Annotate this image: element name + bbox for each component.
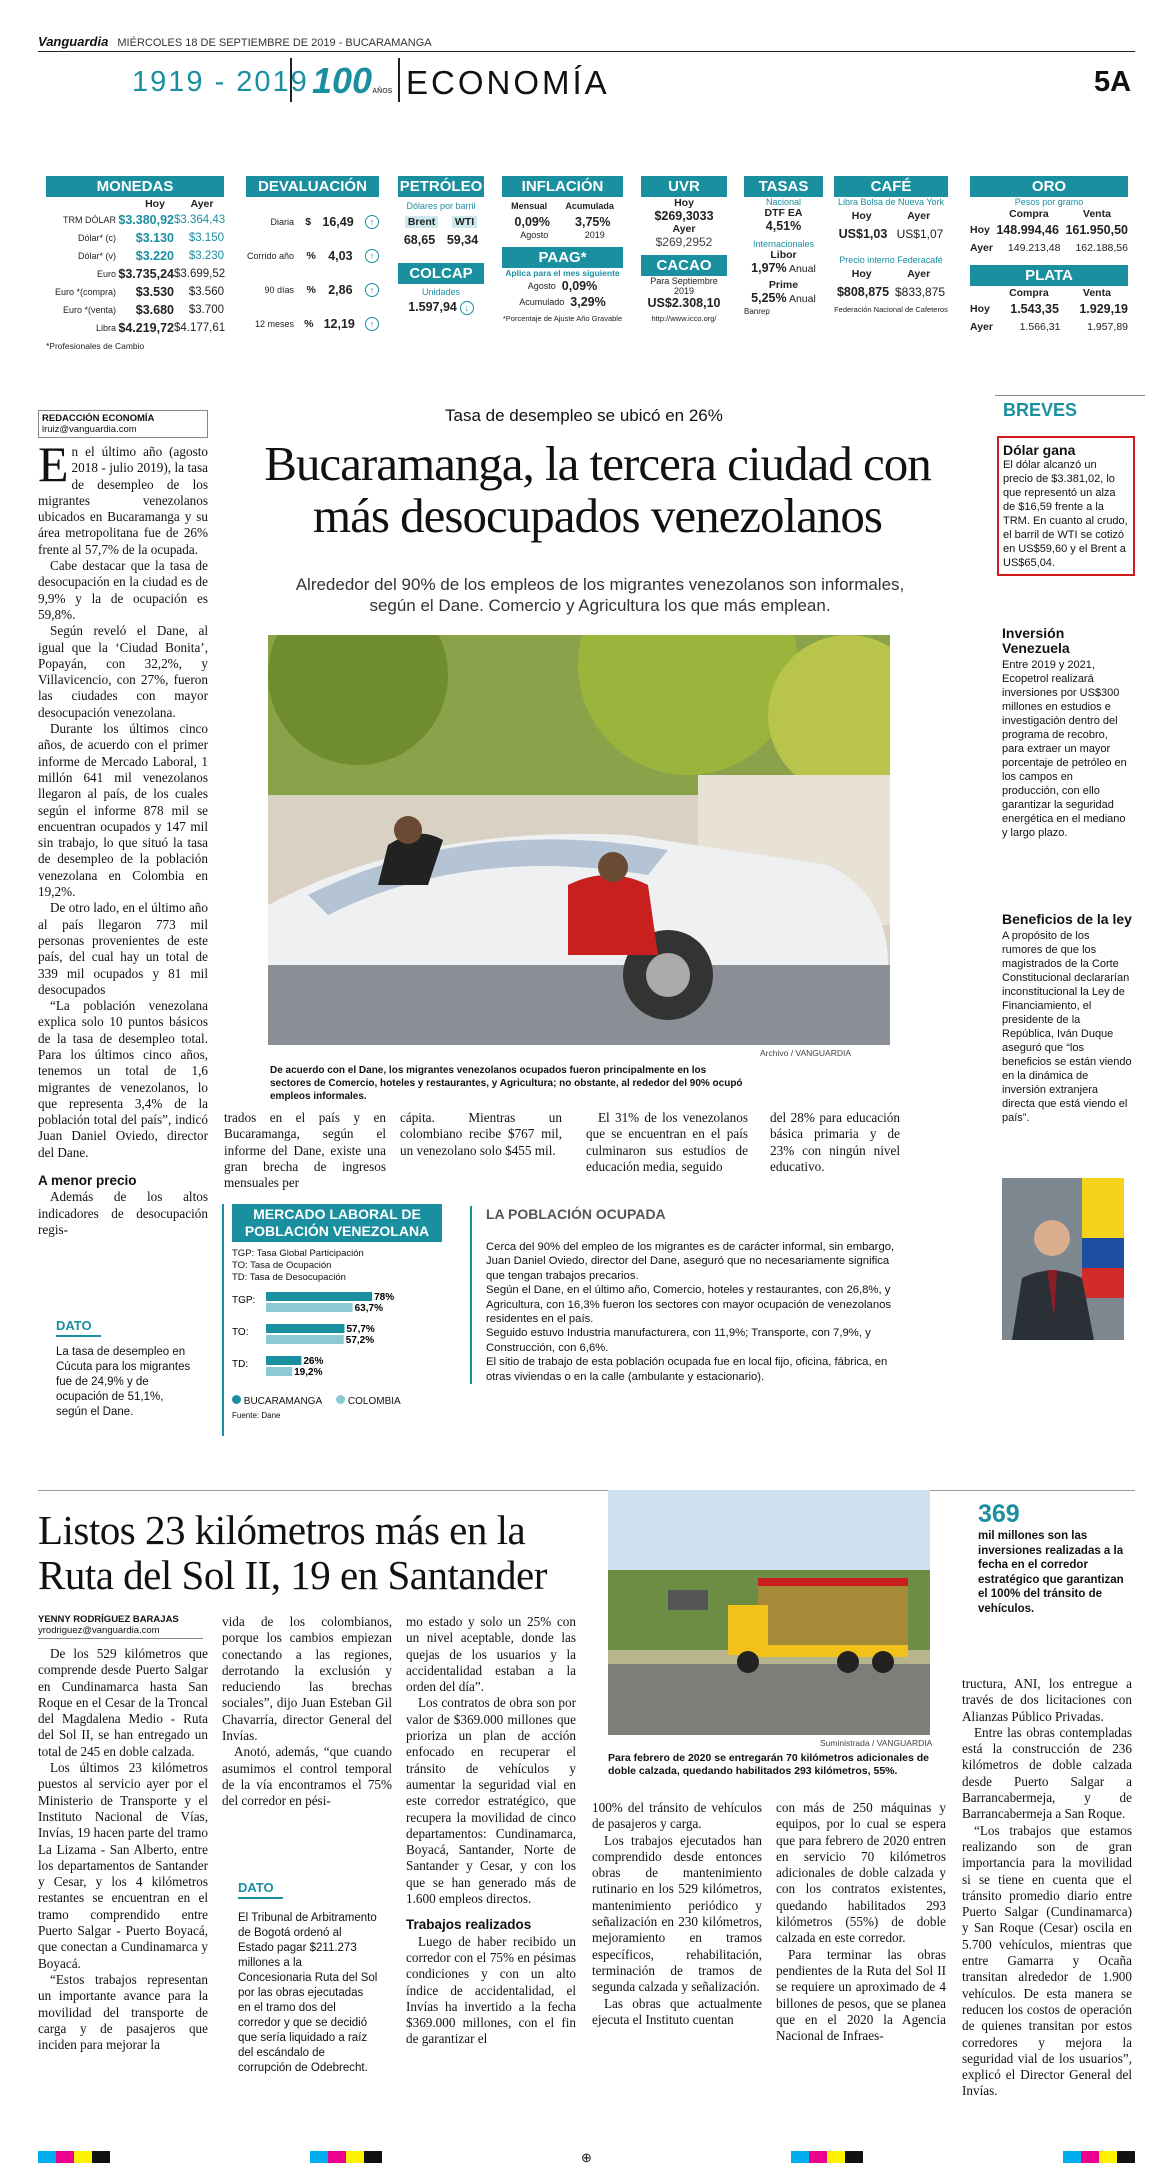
oro-hoy-venta: 161.950,50	[1065, 223, 1128, 237]
breves-title: BREVES	[1003, 400, 1078, 420]
cacao-sub: Para Septiembre 2019	[650, 276, 718, 296]
dev-value: 4,03	[328, 249, 353, 263]
color-swatches	[1063, 2150, 1135, 2168]
moneda-ayer: $3.150	[188, 232, 224, 244]
para: Las obras que actualmente ejecuta el Instituto cuentan	[592, 1995, 762, 2027]
brent-label: Brent	[405, 216, 438, 228]
photo-duque	[1002, 1178, 1124, 1340]
bar-value-label: 63,7%	[354, 1303, 383, 1314]
moneda-hoy: $3.220	[135, 249, 174, 263]
devaluacion-box	[246, 176, 379, 341]
chart-title: MERCADO LABORAL DE POBLACIÓN VENEZOLANA	[232, 1204, 442, 1242]
cafe-note: Federación Nacional de Cafeteros	[834, 305, 948, 314]
moneda-label: Euro	[96, 269, 116, 279]
moneda-label: Dólar* (v)	[77, 251, 116, 261]
moneda-hoy: $3.130	[135, 231, 174, 245]
para: Los trabajos ejecutados han comprendido desde entonces obras de mantenimiento rutinario en los 529 kilómetros, mantenimiento periódico y señalización en 230 kilómetros, mejoramiento en tramos específicos, rehabilitación, terminación de tramos de segunda calzada y señalización.	[592, 1832, 762, 1995]
photo-illustration	[1002, 1178, 1124, 1340]
uvr-title: UVR	[641, 176, 727, 197]
para: Entre las obras contempladas está la construcción de 236 kilómetros de doble calzada desde Puerto Salgar a Barrancabermeja, y de Barrancabermeja a San Roque.	[962, 1724, 1132, 1822]
oro-ayer-label: Ayer	[970, 242, 993, 254]
devaluacion-row	[246, 239, 379, 273]
arrow-up-icon: ↑	[365, 215, 379, 229]
devaluacion-title: DEVALUACIÓN	[246, 176, 379, 197]
oro-venta-label: Venta	[1082, 208, 1111, 220]
arrow-up-icon: ↑	[365, 283, 379, 297]
legend-label: COLOMBIA	[347, 1396, 401, 1407]
dev-unit: %	[306, 284, 316, 296]
moneda-hoy: $3.680	[135, 303, 174, 317]
dev-label: 12 meses	[254, 319, 294, 329]
logo-sub: AÑOS	[372, 88, 393, 95]
moneda-ayer: $3.364,43	[174, 214, 226, 226]
dateline: MIÉRCOLES 18 DE SEPTIEMBRE DE 2019 - BUCARAMANGA	[117, 37, 432, 49]
bar-colombia	[266, 1303, 353, 1312]
note-tgp: TGP: Tasa Global Participación	[232, 1248, 364, 1259]
para: trados en el país y en Bucaramanga, según el informe del Dane, existe una gran brecha de ingresos mensuales per	[224, 1110, 386, 1191]
chart-box	[222, 1204, 442, 1436]
para: mo estado y solo un 25% con un nivel aceptable, donde las quejas de los usuarios y la accidentalidad estaban a la orden del día”.	[406, 1614, 576, 1695]
article2-col5	[776, 1800, 946, 2044]
para: 100% del tránsito de vehículos de pasajeros y carga.	[592, 1800, 762, 1832]
para: Además de los altos indicadores de desocupación regis-	[38, 1189, 208, 1237]
article2-col1	[38, 1646, 208, 2053]
bar-colombia	[266, 1335, 344, 1344]
article2-col4	[592, 1800, 762, 2028]
legend-label: BUCARAMANGA	[243, 1396, 323, 1407]
byline: YENNY RODRÍGUEZ BARAJAS	[38, 1614, 179, 1625]
breve-title: Beneficios de la ley	[1002, 911, 1132, 927]
libor-label: Libor	[770, 249, 797, 261]
wti-label: WTI	[452, 216, 477, 228]
para: De los 529 kilómetros que comprende desde Puerto Salgar en Cundinamarca hasta San Roque en el Cesar de la Troncal del Magdalena Medio - Ruta del Sol II, se han entregado un total de 245 en doble calzada.	[38, 1646, 208, 1759]
moneda-label: Libra	[95, 323, 116, 333]
monedas-rows	[46, 211, 224, 337]
photo-illustration	[268, 635, 890, 1045]
oro-hoy-compra: 148.994,46	[996, 223, 1059, 237]
dato2-text: El Tribunal de Arbitramento de Bogotá ordenó al Estado pagar $211.273 millones a la Concesionaria Ruta del Sol por las obras ejecutadas en el tramo dos del corredor y que se decidió que sería liquidado a raíz del escándalo de corrupción de Odebrecht.	[238, 1912, 378, 2074]
para: El 31% de los venezolanos que se encuentran en el país culminaron sus estudios de educación media, seguido	[586, 1110, 748, 1174]
cafe-interno-ayer: $833,875	[894, 285, 946, 299]
para: Cabe destacar que la tasa de desocupación en la ciudad es de 9,9% y la de ocupación es 59,8%.	[38, 558, 208, 622]
article1-col4	[586, 1110, 748, 1175]
dev-value: 2,86	[328, 283, 353, 297]
dev-label: Diaria	[270, 217, 294, 227]
bar-value-label: 19,2%	[294, 1367, 323, 1378]
breve-beneficios	[1002, 912, 1132, 1125]
byline: REDACCIÓN ECONOMÍA	[42, 413, 155, 424]
para: El sitio de trabajo de esta población ocupada fue en local fijo, oficina, fábrica, en otras viviendas o en la calle (ambulante y estacionario).	[486, 1356, 888, 1383]
monedas-row	[46, 211, 224, 229]
bar-value-label: 78%	[374, 1292, 395, 1303]
cafe-hoy-label: Hoy	[851, 268, 872, 280]
para: n el último año (agosto 2018 - julio 2019), la tasa de desempleo de los migrantes venezolanos ubicados en Bucaramanga y su área metropolitana fue de 26% frente al 57,7% de la ocupada.	[38, 444, 208, 557]
paag-sub: Aplica para el mes siguiente	[505, 268, 620, 278]
subhead: Trabajos realizados	[406, 1917, 532, 1933]
paag-title: PAAG*	[502, 247, 623, 268]
photo-truck	[608, 1490, 930, 1735]
bar-bucaramanga	[266, 1292, 372, 1301]
chart-legend-notes	[232, 1248, 442, 1284]
photo-caption: De acuerdo con el Dane, los migrantes venezolanos ocupados fueron principalmente en los sectores de Comercio, hoteles y restaurantes, y Agricultura; no obstante, al rededor del 90% ocupó empleos informales.	[270, 1065, 743, 1102]
stat-box	[978, 1500, 1128, 1616]
plata-compra-label: Compra	[1009, 287, 1049, 299]
uvr-hoy: $269,3033	[654, 209, 714, 223]
byline-email: lruiz@vanguardia.com	[42, 424, 137, 435]
monedas-title: MONEDAS	[46, 176, 224, 197]
byline2-box	[38, 1614, 203, 1639]
col-ayer: Ayer	[190, 198, 214, 210]
breve-dolar	[997, 436, 1135, 576]
para: cápita. Mientras un colombiano recibe $767 mil, un venezolano solo $455 mil.	[400, 1110, 562, 1158]
dato1-title: DATO	[56, 1318, 101, 1337]
bar-value-label: 57,7%	[346, 1324, 375, 1335]
bar-bucaramanga	[266, 1356, 301, 1365]
mes-label: Agosto	[520, 230, 549, 240]
breve-text: A propósito de los rumores de que los magistrados de la Corte Constitucional declararían inconstitucional la Ley de Financiamiento, el presidente de la República, Iván Duque aseguró que “los beneficios se están viendo en la dinámica de inversión extranjera directa que está viendo el país”.	[1002, 930, 1132, 1124]
article2-col6	[962, 1676, 1132, 2100]
dev-label: Corrido año	[246, 251, 294, 261]
dev-label: 90 días	[264, 285, 294, 295]
headline: Bucaramanga, la tercera ciudad con más desocupados venezolanos	[264, 436, 931, 543]
para: con más de 250 máquinas y equipos, por lo cual se espera que para febrero de 2020 entren en servicio 70 kilómetros adicionales de doble calzada y con los contratos existentes, quedando habilitados 293 kilómetros (55%) de doble calzada en este corredor.	[776, 1800, 946, 1946]
cafe-hoy: US$1,03	[838, 227, 888, 241]
tasas-box	[744, 176, 823, 316]
divider	[398, 58, 400, 102]
moneda-hoy: $3.530	[135, 285, 174, 299]
uvr-ayer-label: Ayer	[672, 223, 696, 235]
chart-source: Fuente: Dane	[232, 1411, 281, 1420]
paag-note: *Porcentaje de Ajuste Año Gravable	[502, 314, 623, 323]
category-label: TGP:	[232, 1295, 256, 1306]
prime-value: 5,25%	[751, 291, 787, 305]
para: Luego de haber recibido un corredor con el 75% en pésimas condiciones y con un alto índice de accidentalidad, el Invías ha invertido a la fecha $369.000 millones, con el fin de garantizar el	[406, 1933, 576, 2047]
note-to: TO: Tasa de Ocupación	[232, 1260, 332, 1271]
dtf-label: DTF EA	[764, 207, 803, 219]
cacao-note: http://www.icco.org/	[651, 314, 717, 323]
col-hoy: Hoy	[145, 198, 165, 210]
prime-label: Prime	[768, 279, 799, 291]
para: Los contratos de obra son por valor de $369.000 millones que prioriza un plan de acción enfocado en recuperar el tránsito de vehículos y aumentar la seguridad vial en este corredor estratégico, que recupera la movilidad de cinco departamentos: Cundinamarca, Boyacá, Santander, Norte de Santander y Cesar, y con los que se han generado más de 1.600 empleos directos.	[406, 1695, 576, 1907]
devaluacion-rows	[246, 205, 379, 341]
dev-value: 16,49	[322, 215, 354, 229]
category-label: TO:	[232, 1327, 249, 1338]
moneda-label: TRM DÓLAR	[62, 215, 116, 225]
poblacion-box	[470, 1206, 910, 1384]
photo-credit: Archivo / VANGUARDIA	[760, 1048, 852, 1058]
dev-value: 12,19	[323, 317, 355, 331]
moneda-label: Euro *(venta)	[62, 305, 116, 315]
bar-value-label: 26%	[303, 1356, 324, 1367]
plata-venta-label: Venta	[1082, 287, 1111, 299]
paag-agosto-label: Agosto	[527, 281, 556, 291]
moneda-hoy: $3.380,92	[118, 213, 174, 227]
dato2-title: DATO	[238, 1880, 283, 1899]
uvr-hoy-label: Hoy	[674, 197, 694, 209]
breve-text: Entre 2019 y 2021, Ecopetrol realizará inversiones por US$300 millones en estudios e investigación dentro del programa de recobro, para extraer un mayor porcentaje de petróleo en los campos en producción, con ello garantizar la seguridad energética en el mediano y largo plazo.	[1002, 659, 1127, 839]
moneda-ayer: $3.230	[188, 250, 224, 262]
bar-colombia	[266, 1367, 292, 1376]
moneda-label: Euro *(compra)	[54, 287, 116, 297]
plata-ayer-venta: 1.957,89	[1087, 321, 1128, 333]
colcap-sub: Unidades	[421, 287, 461, 297]
section-rule	[38, 1490, 1135, 1491]
article2-col2	[222, 1614, 392, 1810]
cafe-sub: Libra Bolsa de Nueva York	[837, 197, 945, 207]
moneda-ayer: $3.560	[188, 286, 224, 298]
logo-number: 100	[312, 60, 373, 101]
mensual-label: Mensual	[511, 201, 548, 211]
prime-unit: Anual	[788, 293, 816, 305]
category-label: TD:	[232, 1359, 249, 1370]
para: Según reveló el Dane, al igual que la ‘Ciudad Bonita’, Popayán, con 32,2%, y Villavicencio, con 27%, fueron las ciudades con mayor desocupación venezolana.	[38, 623, 208, 720]
tasas-nacional: Nacional	[765, 197, 802, 207]
color-swatches	[791, 2150, 863, 2168]
section-title: ECONOMÍA	[406, 64, 610, 101]
plata-hoy-compra: 1.543,35	[1010, 302, 1059, 316]
chart-legend	[232, 1395, 442, 1407]
moneda-ayer: $3.699,52	[174, 268, 226, 280]
colcap-title: COLCAP	[398, 263, 484, 284]
cafe-ayer: US$1,07	[896, 227, 944, 241]
kicker: Tasa de desempleo se ubicó en 26%	[445, 406, 723, 425]
plata-ayer-label: Ayer	[970, 321, 993, 333]
para: “La población venezolana explica solo 10 puntos básicos de la tasa de desempleo total. Para los últimos cinco años, tenemos un total de 1,6 migrantes de venezolanos, lo que representa 3,4% de la población total del país”, indicó Juan Daniel Oviedo, director del Dane.	[38, 998, 208, 1160]
byline-email: yrodriguez@vanguardia.com	[38, 1625, 160, 1636]
moneda-ayer: $3.700	[188, 304, 224, 316]
cafe-title: CAFÉ	[834, 176, 948, 197]
print-color-strip	[38, 2150, 1135, 2168]
dev-unit: %	[304, 318, 314, 330]
arrow-up-icon: ↑	[365, 317, 379, 331]
tasas-title: TASAS	[744, 176, 823, 197]
cafe-ayer-label: Ayer	[907, 268, 931, 280]
article1-col1	[38, 436, 208, 1238]
cacao-title: CACAO	[641, 255, 727, 276]
plata-hoy-label: Hoy	[970, 303, 990, 315]
para: Durante los últimos cinco años, de acuerdo con el primer informe de Mercado Laboral, 1 millón 641 mil venezolanos llegaron al país, de los cuales según el informe 878 mil se encuentran ocupados y 147 mil sin trabajo, lo que situó la tasa de desempleo de la población venezolana en Colombia en 19,2%.	[38, 721, 208, 900]
devaluacion-row	[246, 205, 379, 239]
article1-col5	[770, 1110, 900, 1175]
byline-box	[38, 410, 208, 438]
cafe-sub2: Precio interno Federacafé	[839, 255, 943, 265]
inflacion-acumulada: 3,75%	[575, 215, 611, 229]
centenary-logo	[312, 60, 392, 102]
legend-bucaramanga	[232, 1395, 322, 1407]
cafe-hoy-label: Hoy	[851, 210, 872, 222]
page-number: 5A	[1094, 66, 1132, 98]
dev-unit: %	[306, 250, 316, 262]
breve-title: Dólar gana	[1003, 442, 1076, 458]
cafe-interno-hoy: $808,875	[836, 285, 890, 299]
subhead: A menor precio	[38, 1173, 137, 1189]
poblacion-title: LA POBLACIÓN OCUPADA	[486, 1206, 666, 1222]
plata-ayer-compra: 1.566,31	[1019, 321, 1061, 333]
para: vida de los colombianos, porque los cambios empiezan conectando a las regiones, derrotando la exclusión y reduciendo las brechas sociales”, dijo Juan Esteban Gil Chavarría, director General del Invías.	[222, 1614, 392, 1744]
para: “Estos trabajos representan un importante avance para la movilidad del transporte de carga y de pasajeros que inciden para mejorar la	[38, 1971, 208, 2053]
uvr-ayer: $269,2952	[655, 235, 713, 249]
headline-2: Listos 23 kilómetros más en la Ruta del Sol II, 19 en Santander	[38, 1507, 547, 1598]
devaluacion-row	[246, 307, 379, 341]
colcap-value: 1.597,94	[408, 300, 457, 314]
monedas-note: *Profesionales de Cambio	[46, 341, 145, 351]
photo-caption: Para febrero de 2020 se entregarán 70 kilómetros adicionales de doble calzada, quedando habilitados 293 kilómetros, 55%.	[608, 1752, 929, 1777]
breve-inversion	[1002, 626, 1132, 840]
libor-value: 1,97%	[751, 261, 787, 275]
legend-colombia	[336, 1395, 401, 1407]
article2-col3	[406, 1614, 576, 2048]
tasas-note: Banrep	[744, 307, 770, 316]
monedas-row	[46, 301, 224, 319]
monedas-row	[46, 265, 224, 283]
oro-title: ORO	[970, 176, 1128, 197]
dropcap: E	[38, 436, 69, 492]
oro-box	[970, 176, 1128, 336]
petroleo-box	[398, 176, 484, 315]
cafe-ayer-label: Ayer	[907, 210, 931, 222]
breve-text: El dólar alcanzó un precio de $3.381,02, lo que representó un alza de $16,59 frente a la TRM. En cuanto al crudo, el barril de WTI se cotizó en US$59,60 y el Brent a US$65,04.	[1003, 459, 1128, 569]
arrow-down-icon: ↓	[460, 301, 474, 315]
inflacion-mensual: 0,09%	[514, 215, 550, 229]
crosshair-icon: ⊕	[581, 2150, 592, 2165]
bar-bucaramanga	[266, 1324, 344, 1333]
dato2-box	[238, 1880, 378, 2076]
centenary-years: 1919 - 2019	[132, 66, 309, 98]
inflacion-title: INFLACIÓN	[502, 176, 623, 197]
monedas-row	[46, 229, 224, 247]
anio-label: 2019	[584, 230, 605, 240]
petroleo-sub: Dólares por barril	[406, 201, 476, 211]
stat-text: mil millones son las inversiones realizadas a la fecha en el corredor estratégico que garantizan el 100% del tránsito de vehículos.	[978, 1530, 1124, 1615]
arrow-up-icon: ↑	[365, 249, 379, 263]
article1-col3	[400, 1110, 562, 1159]
para: De otro lado, en el último año al país llegaron 773 mil personas provenientes de este país, del cual hay un total de 339 mil ocupados y 81 mil desocupados	[38, 900, 208, 997]
header-rule	[38, 51, 1135, 52]
breves-rule	[995, 395, 1145, 396]
inflacion-box	[502, 176, 623, 323]
bar-chart	[232, 1288, 442, 1388]
dato1-box	[56, 1318, 196, 1420]
wti-value: 59,34	[446, 233, 479, 247]
monedas-row	[46, 247, 224, 265]
moneda-label: Dólar* (c)	[77, 233, 116, 243]
divider	[290, 58, 292, 102]
oro-ayer-venta: 162.188,56	[1075, 242, 1128, 254]
paag-acum-label: Acumulado	[519, 297, 565, 307]
deck: Alrededor del 90% de los empleos de los migrantes venezolanos son informales, según el Dane. Comercio y Agricultura los que más emplean.	[295, 575, 905, 615]
monedas-row	[46, 319, 224, 337]
cacao-value: US$2.308,10	[647, 296, 721, 310]
oro-compra-label: Compra	[1009, 208, 1049, 220]
oro-ayer-compra: 149.213,48	[1007, 242, 1061, 254]
acumulada-label: Acumulada	[565, 201, 614, 211]
monedas-box	[46, 176, 224, 351]
masthead-line	[38, 34, 432, 49]
petroleo-title: PETRÓLEO	[399, 178, 483, 195]
cafe-box	[834, 176, 948, 314]
brent-value: 68,65	[403, 233, 436, 247]
bar-value-label: 57,2%	[345, 1335, 375, 1346]
para: Los últimos 23 kilómetros puestos al servicio ayer por el Ministerio de Transporte y el Instituto Nacional de Vías, Invías, 19 hacen parte del tramo La Lizama - San Alberto, entre los departamentos de Santander y Cesar, y los 4 kilómetros restantes se encuentran en el tramo comprendido entre Puerto Salgar - Puerto Boyacá, que conectan a Cundinamarca y Boyacá.	[38, 1760, 208, 1971]
para: tructura, ANI, los entregue a través de dos licitaciones con Alianzas Público Privadas.	[962, 1676, 1132, 1724]
photo-credit: Suministrada / VANGUARDIA	[820, 1738, 933, 1748]
moneda-hoy: $4.219,72	[118, 321, 174, 335]
plata-hoy-venta: 1.929,19	[1079, 302, 1128, 316]
stat-number: 369	[978, 1500, 1020, 1528]
devaluacion-row	[246, 273, 379, 307]
para: del 28% para educación básica primaria y de 23% con ningún nivel educativo.	[770, 1110, 900, 1174]
tasas-internacionales: Internacionales	[752, 239, 815, 249]
para: “Los trabajos que estamos realizando son de gran importancia para la movilidad si se tiene en cuenta que el tránsito promedio diario entre Puerto Salgar (Cundinamarca) y San Roque (Cesar) oscila en 5.700 vehículos, mientras que entre Gamarra y Ocaña transitan alrededor de 1.900 vehículos. De esta manera se reducen los costos de operación de quienes transitan por estos corredores y mejora la seguridad vial de los usuarios”, explicó el Director General del Invías.	[962, 1822, 1132, 2099]
para: Cerca del 90% del empleo de los migrantes es de carácter informal, sin embargo, Juan Daniel Oviedo, director del Dane, aseguró que no necesariamente significa que tengan trabajos precarios.	[486, 1241, 895, 1282]
photo-migrants	[268, 635, 890, 1045]
note-td: TD: Tasa de Desocupación	[232, 1272, 346, 1283]
uvr-box	[641, 176, 727, 323]
para: Anotó, además, “que cuando asumimos el control temporal de la vía encontramos el 75% del corredor en pési-	[222, 1744, 392, 1809]
para: Seguido estuvo Industria manufacturera, con 11,9%; Transporte, con 7,9%, y Construcción, con 6,6%.	[486, 1327, 871, 1354]
dtf-value: 4,51%	[765, 219, 802, 233]
moneda-ayer: $4.177,61	[174, 322, 226, 334]
para: Según el Dane, en el último año, Comercio, hoteles y restaurantes, con 26,8%, y Agricultura, con 16,3% fueron los sectores con mayor ocupación de venezolanos residentes en el país.	[486, 1284, 892, 1326]
plata-title: PLATA	[970, 265, 1128, 286]
paag-agosto: 0,09%	[561, 279, 598, 293]
breve-title: Inversión Venezuela	[1002, 625, 1070, 656]
moneda-hoy: $3.735,24	[118, 267, 174, 281]
color-swatches	[310, 2150, 382, 2168]
color-swatches	[38, 2150, 110, 2168]
article1-col2	[224, 1110, 386, 1191]
brand: Vanguardia	[38, 34, 109, 49]
paag-acum: 3,29%	[570, 295, 606, 309]
poblacion-text	[486, 1240, 910, 1384]
monedas-row	[46, 283, 224, 301]
oro-hoy-label: Hoy	[970, 224, 990, 236]
oro-sub: Pesos por gramo	[1014, 197, 1084, 207]
libor-unit: Anual	[788, 263, 816, 275]
photo-illustration	[608, 1490, 930, 1735]
para: Para terminar las obras pendientes de la Ruta del Sol II se requiere un aproximado de 4 billones de pesos, que se planea que en el 2020 la Agencia Nacional de Infraes-	[776, 1946, 946, 2044]
dev-unit: $	[305, 216, 312, 228]
dato1-text: La tasa de desempleo en Cúcuta para los migrantes fue de 24,9% y de ocupación de 51,1%, según el Dane.	[56, 1346, 191, 1418]
